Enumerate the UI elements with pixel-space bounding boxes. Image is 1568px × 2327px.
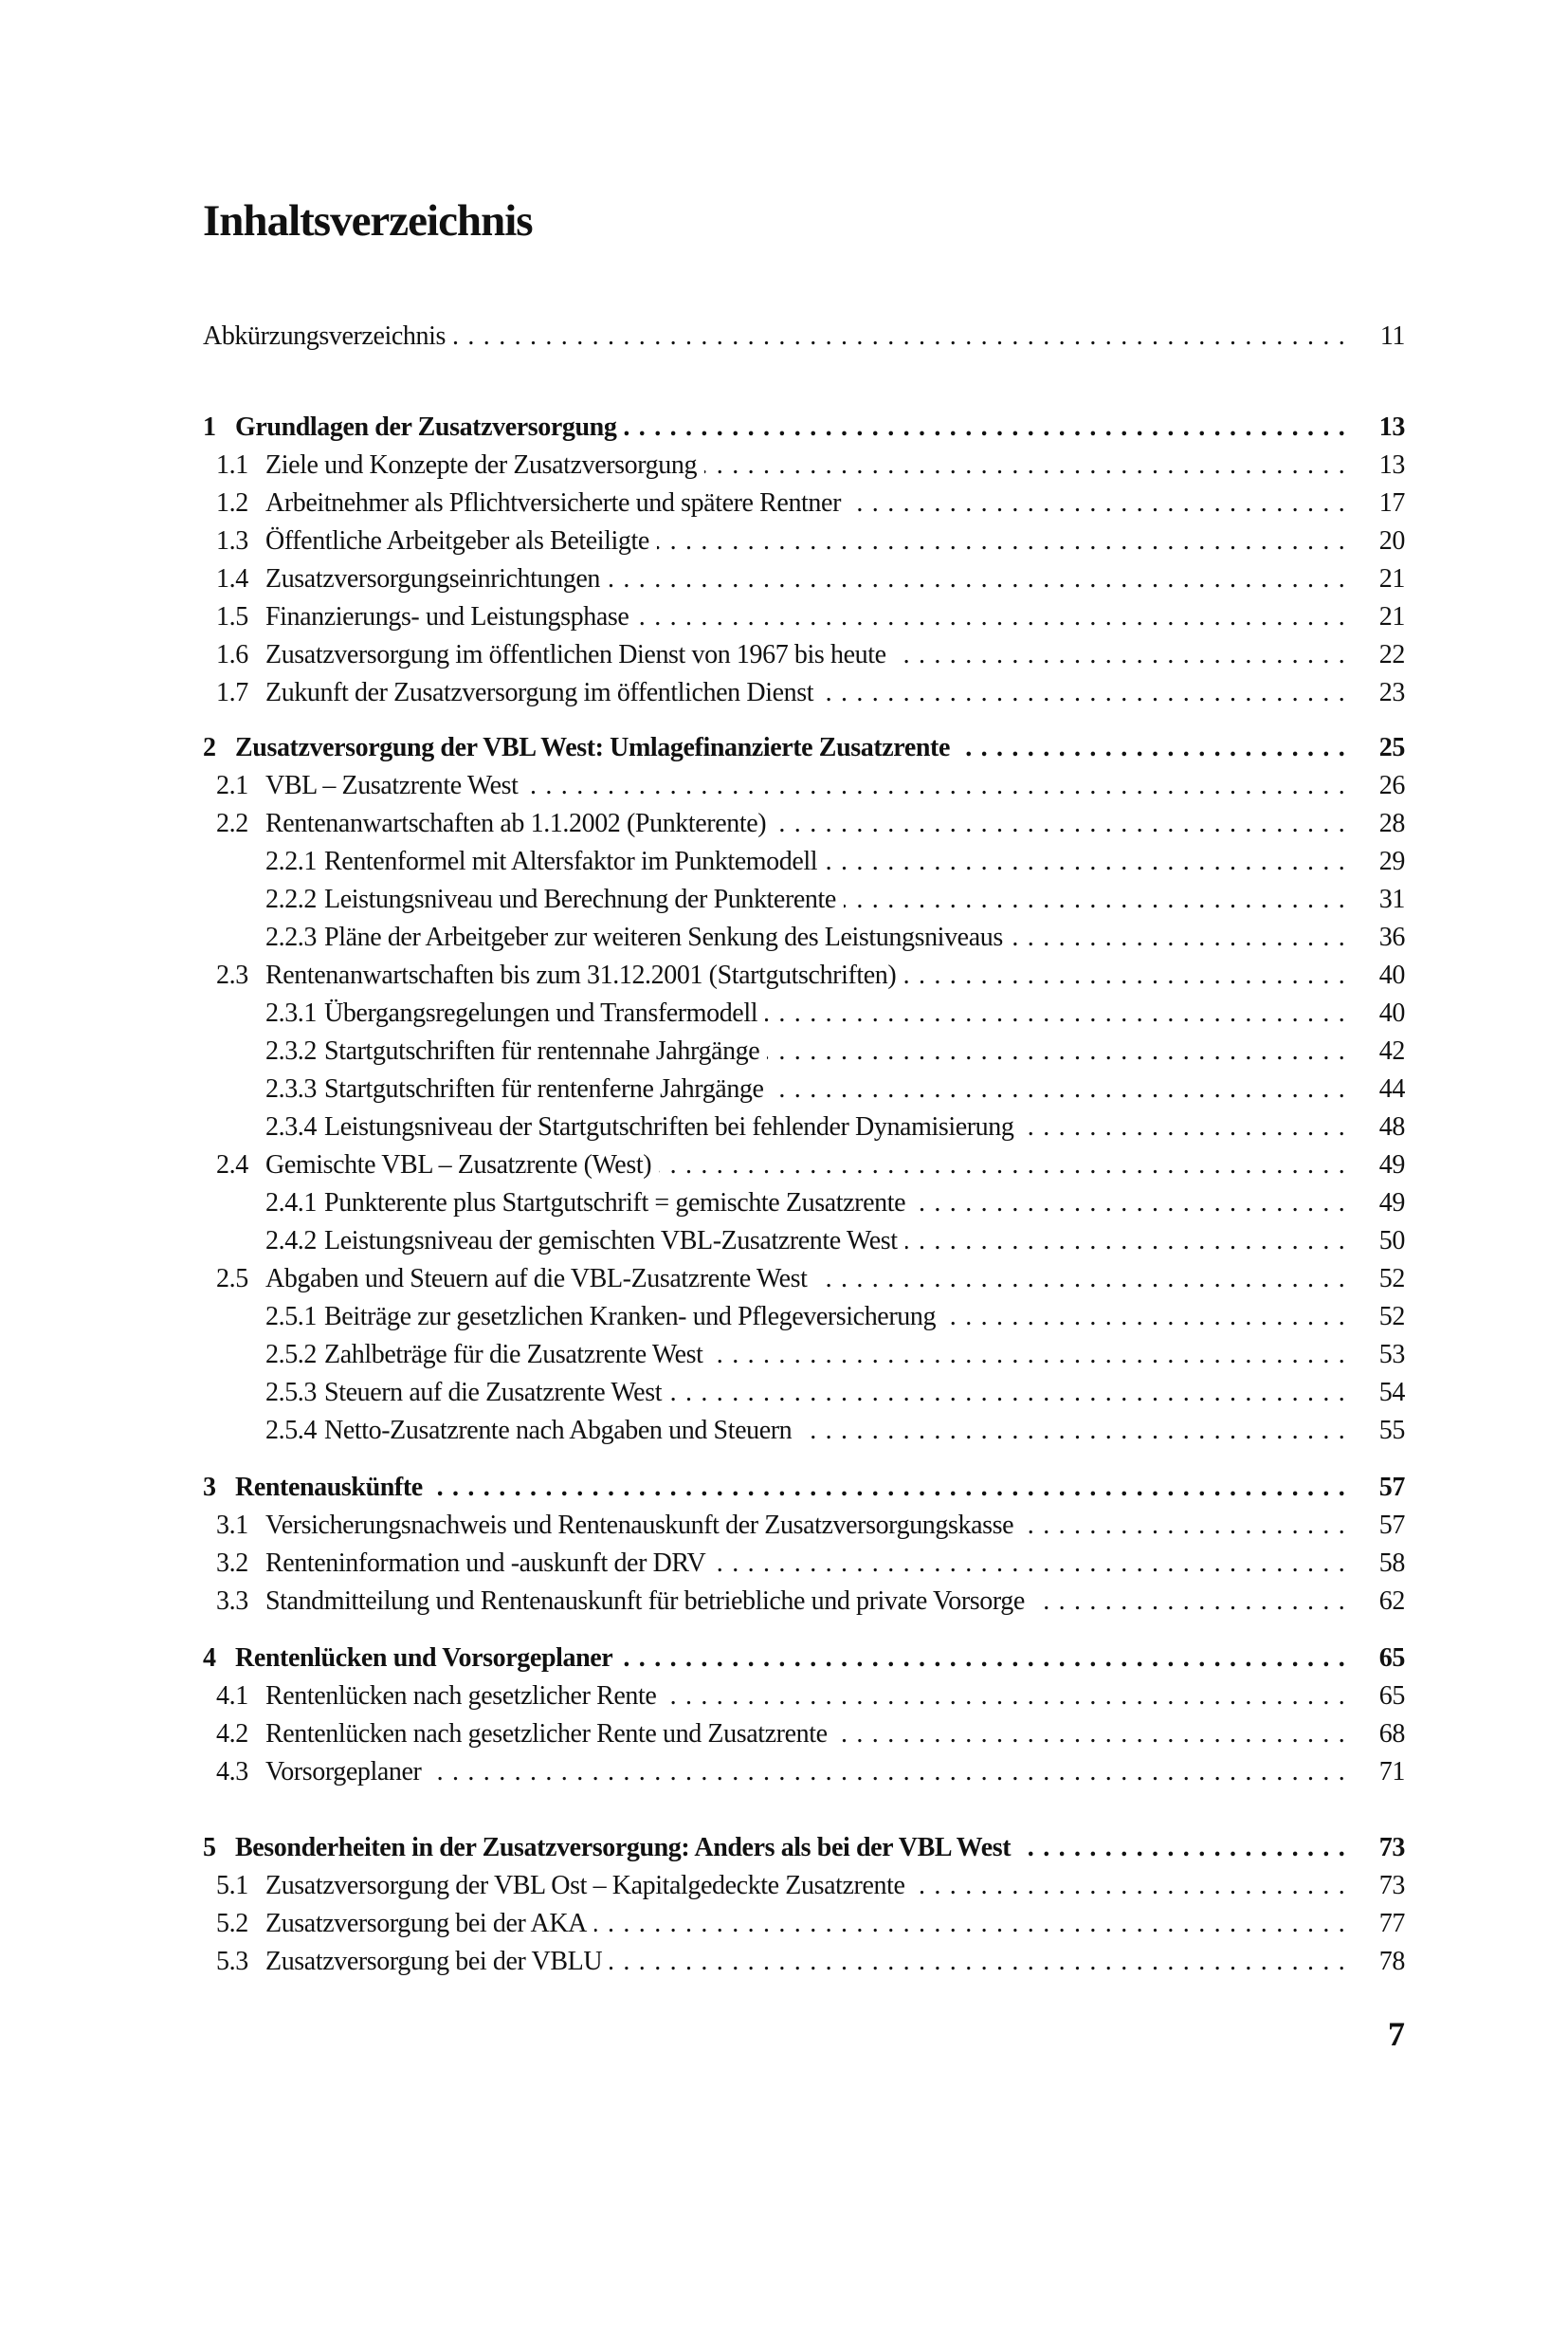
dot-leader	[903, 960, 1346, 992]
toc-entry-title: Zukunft der Zusatzversorgung im öffentlichen Dienst	[265, 678, 814, 707]
toc-entry-number: 2.1	[216, 771, 248, 800]
toc-section-entry[interactable]	[203, 1940, 1405, 1978]
dot-leader	[620, 1642, 1346, 1675]
toc-entry-page: 54	[1378, 1378, 1405, 1407]
toc-entry-number: 2.5.1	[265, 1302, 318, 1331]
toc-entry-title: Abkürzungsverzeichnis	[203, 321, 446, 351]
toc-section-entry[interactable]	[203, 764, 1405, 802]
toc-entry-title: Besonderheiten in der Zusatzversorgung: Anders als bei der VBL West	[235, 1833, 1012, 1862]
toc-entry-page: 65	[1378, 1643, 1405, 1673]
toc-entry-title: Rentenauskünfte	[235, 1473, 423, 1502]
toc-entry-number: 1.7	[216, 678, 248, 707]
dot-leader	[711, 1339, 1346, 1371]
toc-entry-number: 3.1	[216, 1511, 248, 1540]
toc-entry-title: Punkterente plus Startgutschrift = gemischte Zusatzrente	[324, 1188, 906, 1218]
dot-leader	[943, 1301, 1346, 1333]
toc-entry-page: 52	[1378, 1264, 1405, 1293]
toc-entry-title: Zusatzversorgung bei der VBLU	[265, 1947, 603, 1976]
toc-entry-number: 2.5.2	[265, 1340, 318, 1369]
dot-leader	[1021, 1510, 1346, 1542]
toc-entry-page: 57	[1378, 1511, 1405, 1540]
toc-entry-title: Rentenlücken nach gesetzlicher Rente und Zusatzrente	[265, 1719, 828, 1749]
toc-section-entry[interactable]	[203, 595, 1405, 633]
toc-section-entry[interactable]	[203, 520, 1405, 558]
toc-entry-number: 1.4	[216, 564, 248, 594]
dot-leader	[1011, 922, 1346, 954]
toc-entry-page: 65	[1378, 1681, 1405, 1711]
toc-entry-page: 21	[1378, 564, 1405, 594]
dot-leader	[799, 1415, 1346, 1447]
toc-section-entry[interactable]	[203, 1902, 1405, 1940]
dot-leader	[821, 677, 1346, 709]
toc-entry-number: 5.2	[216, 1909, 248, 1938]
toc-entry-number: 2.5.4	[265, 1416, 318, 1445]
toc-subsection-entry[interactable]	[203, 878, 1405, 916]
toc-entry-title: Versicherungsnachweis und Rentenauskunft der Zusatzversorgungskasse	[265, 1511, 1014, 1540]
toc-entry-page: 49	[1378, 1188, 1405, 1218]
toc-entry-page: 62	[1378, 1586, 1405, 1616]
toc-entry-page: 29	[1378, 847, 1405, 876]
toc-entry-page: 73	[1378, 1871, 1405, 1900]
toc-entry-number: 2.3	[216, 961, 248, 990]
toc-entry-page: 55	[1378, 1416, 1405, 1445]
dot-leader	[608, 563, 1346, 595]
dot-leader	[704, 449, 1346, 482]
toc-entry-page: 71	[1378, 1757, 1405, 1786]
toc-entry-title: Steuern auf die Zusatzrente West	[324, 1378, 663, 1407]
toc-entry-number: 2.4.1	[265, 1188, 318, 1218]
toc-section-entry[interactable]	[203, 1504, 1405, 1542]
toc-entry-page: 13	[1378, 450, 1405, 480]
toc-entry-page: 28	[1378, 809, 1405, 838]
toc-subsection-entry[interactable]	[203, 916, 1405, 954]
toc-entry-title: Zahlbeträge für die Zusatzrente West	[324, 1340, 703, 1369]
dot-leader	[765, 998, 1346, 1030]
toc-entry-number: 2.2.3	[265, 923, 318, 952]
toc-section-entry[interactable]	[203, 1144, 1405, 1182]
page-number: 7	[1388, 2015, 1405, 2053]
toc-section-entry[interactable]	[203, 1864, 1405, 1902]
toc-section-entry[interactable]	[203, 1750, 1405, 1788]
dot-leader	[772, 1073, 1346, 1106]
toc-chapter-entry[interactable]	[203, 406, 1405, 444]
dot-leader	[767, 1035, 1346, 1068]
toc-section-entry[interactable]	[203, 444, 1405, 482]
dot-leader	[894, 639, 1346, 671]
toc-entry-number: 2	[203, 733, 216, 762]
dot-leader	[624, 412, 1346, 444]
toc-section-entry[interactable]	[203, 1257, 1405, 1295]
toc-entry-number: 2.3.1	[265, 999, 318, 1028]
toc-entry-number: 5.1	[216, 1871, 248, 1900]
toc-entry-page: 48	[1378, 1112, 1405, 1142]
toc-entry-title: Zusatzversorgung im öffentlichen Dienst von 1967 bis heute	[265, 640, 886, 669]
toc-entry-number: 2.5.3	[265, 1378, 318, 1407]
toc-entry-title: Standmitteilung und Rentenauskunft für betriebliche und private Vorsorge	[265, 1586, 1025, 1616]
toc-entry-number: 2.2.1	[265, 847, 318, 876]
toc-entry-page: 53	[1378, 1340, 1405, 1369]
toc-section-entry[interactable]	[203, 633, 1405, 671]
toc-entry-number: 2.5	[216, 1264, 248, 1293]
toc-entry-page: 40	[1378, 961, 1405, 990]
toc-entry-title: Pläne der Arbeitgeber zur weiteren Senkung des Leistungsniveaus	[324, 923, 1003, 952]
toc-entry-page: 20	[1378, 526, 1405, 556]
toc-entry-number: 1.1	[216, 450, 248, 480]
toc-entry-number: 2.2.2	[265, 885, 318, 914]
toc-entry-page: 57	[1378, 1473, 1405, 1502]
toc-entry-page: 36	[1378, 923, 1405, 952]
toc-section-entry[interactable]	[203, 671, 1405, 709]
toc-entry-title: Grundlagen der Zusatzversorgung	[235, 412, 617, 442]
toc-entry-page: 40	[1378, 999, 1405, 1028]
dot-leader	[848, 487, 1346, 520]
toc-entry[interactable]	[203, 315, 1405, 353]
toc-section-entry[interactable]	[203, 558, 1405, 595]
toc-entry-page: 52	[1378, 1302, 1405, 1331]
toc-entry-title: Zusatzversorgung der VBL Ost – Kapitalgedeckte Zusatzrente	[265, 1871, 905, 1900]
toc-entry-number: 5	[203, 1833, 216, 1862]
toc-subsection-entry[interactable]	[203, 1219, 1405, 1257]
toc-entry-title: Rentenlücken und Vorsorgeplaner	[235, 1643, 613, 1673]
toc-subsection-entry[interactable]	[203, 992, 1405, 1030]
toc-entry-number: 1.2	[216, 488, 248, 518]
dot-leader	[825, 846, 1346, 878]
dot-leader	[428, 1756, 1346, 1788]
toc-entry-number: 3.2	[216, 1548, 248, 1578]
toc-entry-title: Rentenanwartschaften ab 1.1.2002 (Punkterente)	[265, 809, 767, 838]
dot-leader	[610, 1946, 1346, 1978]
toc-entry-title: Zusatzversorgung bei der AKA	[265, 1909, 587, 1938]
dot-leader	[526, 770, 1346, 802]
toc-entry-number: 1.5	[216, 602, 248, 632]
toc-entry-title: Arbeitnehmer als Pflichtversicherte und spätere Rentner	[265, 488, 841, 518]
dot-leader	[1018, 1832, 1346, 1864]
toc-entry-title: VBL – Zusatzrente West	[265, 771, 519, 800]
toc-chapter-entry[interactable]	[203, 1637, 1405, 1675]
toc-entry-number: 2.3.4	[265, 1112, 318, 1142]
toc-entry-title: Startgutschriften für rentenferne Jahrgänge	[324, 1074, 764, 1104]
toc-subsection-entry[interactable]	[203, 1295, 1405, 1333]
toc-subsection-entry[interactable]	[203, 1333, 1405, 1371]
toc-entry-number: 1.3	[216, 526, 248, 556]
toc-entry-title: Startgutschriften für rentennahe Jahrgänge	[324, 1036, 760, 1066]
toc-entry-title: Leistungsniveau der gemischten VBL-Zusatzrente West	[324, 1226, 898, 1255]
toc-entry-page: 78	[1378, 1947, 1405, 1976]
toc-chapter-entry[interactable]	[203, 1826, 1405, 1864]
dot-leader	[835, 1718, 1346, 1750]
toc-entry-page: 73	[1378, 1833, 1405, 1862]
toc-subsection-entry[interactable]	[203, 1106, 1405, 1144]
toc-entry-number: 1	[203, 412, 216, 442]
toc-entry-title: Ziele und Konzepte der Zusatzversorgung	[265, 450, 698, 480]
toc-entry-number: 1.6	[216, 640, 248, 669]
toc-entry-page: 26	[1378, 771, 1405, 800]
toc-subsection-entry[interactable]	[203, 1409, 1405, 1447]
toc-entry-page: 50	[1378, 1226, 1405, 1255]
dot-leader	[844, 884, 1346, 916]
toc-entry-page: 21	[1378, 602, 1405, 632]
toc-entry-page: 25	[1378, 733, 1405, 762]
toc-entry-title: Zusatzversorgung der VBL West: Umlagefinanzierte Zusatzrente	[235, 733, 950, 762]
dot-leader	[669, 1377, 1346, 1409]
toc-entry-number: 2.3.2	[265, 1036, 318, 1066]
toc-entry-number: 2.3.3	[265, 1074, 318, 1104]
toc-subsection-entry[interactable]	[203, 1068, 1405, 1106]
toc-entry-number: 4.3	[216, 1757, 248, 1786]
dot-leader	[905, 1225, 1346, 1257]
toc-entry-number: 2.4	[216, 1150, 248, 1180]
toc-entry-page: 68	[1378, 1719, 1405, 1749]
toc-entry-page: 17	[1378, 488, 1405, 518]
toc-entry-title: Finanzierungs- und Leistungsphase	[265, 602, 629, 632]
toc-entry-page: 31	[1378, 885, 1405, 914]
dot-leader	[1032, 1585, 1346, 1618]
toc-subsection-entry[interactable]	[203, 1182, 1405, 1219]
toc-entry-title: Zusatzversorgungseinrichtungen	[265, 564, 600, 594]
toc-entry-page: 23	[1378, 678, 1405, 707]
toc-entry-title: Rentenformel mit Altersfaktor im Punktemodell	[324, 847, 818, 876]
toc-entry-title: Leistungsniveau und Berechnung der Punkterente	[324, 885, 836, 914]
toc-entry-number: 4.1	[216, 1681, 248, 1711]
dot-leader	[659, 1149, 1346, 1182]
dot-leader	[453, 321, 1346, 353]
dot-leader	[1021, 1111, 1346, 1144]
toc-entry-page: 44	[1378, 1074, 1405, 1104]
toc-entry-page: 11	[1379, 321, 1405, 351]
toc-entry-title: Netto-Zusatzrente nach Abgaben und Steuern	[324, 1416, 793, 1445]
toc-section-entry[interactable]	[203, 1713, 1405, 1750]
toc-section-entry[interactable]	[203, 1580, 1405, 1618]
toc-entry-page: 77	[1378, 1909, 1405, 1938]
toc-entry-title: Beiträge zur gesetzlichen Kranken- und Pflegeversicherung	[324, 1302, 937, 1331]
dot-leader	[657, 525, 1346, 558]
toc-entry-title: Übergangsregelungen und Transfermodell	[324, 999, 758, 1028]
toc-entry-title: Gemischte VBL – Zusatzrente (West)	[265, 1150, 652, 1180]
dot-leader	[594, 1908, 1346, 1940]
dot-leader	[636, 601, 1346, 633]
toc-entry-page: 22	[1378, 640, 1405, 669]
toc-section-entry[interactable]	[203, 1542, 1405, 1580]
dot-leader	[713, 1548, 1346, 1580]
dot-leader	[774, 808, 1346, 840]
toc-section-entry[interactable]	[203, 1675, 1405, 1713]
toc-entry-title: Vorsorgeplaner	[265, 1757, 422, 1786]
toc-entry-number: 3.3	[216, 1586, 248, 1616]
toc-entry-page: 42	[1378, 1036, 1405, 1066]
toc-entry-title: Abgaben und Steuern auf die VBL-Zusatzrente West	[265, 1264, 808, 1293]
toc-entry-page: 58	[1378, 1548, 1405, 1578]
toc-entry-number: 4.2	[216, 1719, 248, 1749]
dot-leader	[664, 1680, 1346, 1713]
dot-leader	[430, 1472, 1346, 1504]
toc-section-entry[interactable]	[203, 802, 1405, 840]
toc-entry-page: 13	[1378, 412, 1405, 442]
toc-chapter-entry[interactable]	[203, 1466, 1405, 1504]
toc-entry-title: Rentenlücken nach gesetzlicher Rente	[265, 1681, 657, 1711]
dot-leader	[913, 1187, 1346, 1219]
toc-subsection-entry[interactable]	[203, 1030, 1405, 1068]
toc-entry-number: 2.2	[216, 809, 248, 838]
toc-entry-title: Renteninformation und -auskunft der DRV	[265, 1548, 706, 1578]
toc-entry-number: 4	[203, 1643, 216, 1673]
toc-entry-number: 3	[203, 1473, 216, 1502]
page-title: Inhaltsverzeichnis	[203, 196, 533, 246]
toc-entry-number: 2.4.2	[265, 1226, 318, 1255]
dot-leader	[815, 1263, 1346, 1295]
toc-subsection-entry[interactable]	[203, 840, 1405, 878]
toc-chapter-entry[interactable]	[203, 726, 1405, 764]
toc-subsection-entry[interactable]	[203, 1371, 1405, 1409]
toc-entry-title: Rentenanwartschaften bis zum 31.12.2001 (Startgutschriften)	[265, 961, 897, 990]
toc-entry-title: Öffentliche Arbeitgeber als Beteiligte	[265, 526, 649, 556]
toc-section-entry[interactable]	[203, 482, 1405, 520]
toc-entry-title: Leistungsniveau der Startgutschriften bei fehlender Dynamisierung	[324, 1112, 1014, 1142]
toc-section-entry[interactable]	[203, 954, 1405, 992]
toc-entry-number: 5.3	[216, 1947, 248, 1976]
dot-leader	[957, 732, 1346, 764]
toc-entry-page: 49	[1378, 1150, 1405, 1180]
dot-leader	[913, 1870, 1346, 1902]
